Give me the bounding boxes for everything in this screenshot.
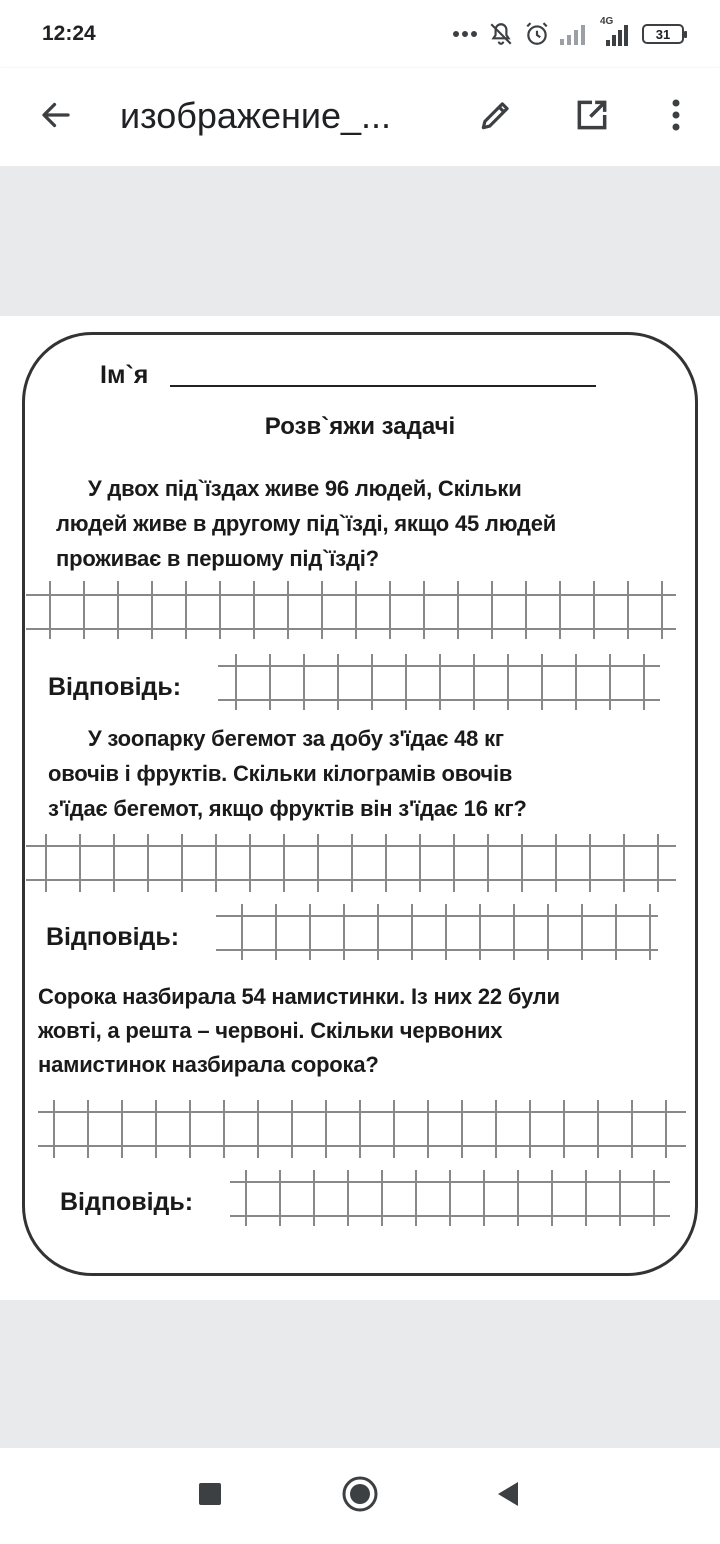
problem-3-line-1: Сорока назбирала 54 намистинки. Із них 22 були [38, 984, 560, 1009]
more-options-button[interactable] [648, 89, 704, 145]
grid-lines [26, 834, 678, 894]
problem-3-answer-label: Відповідь: [60, 1188, 194, 1216]
status-bar [0, 0, 720, 68]
notifications-off-icon [488, 21, 514, 47]
grid-lines [230, 1170, 674, 1228]
grid-lines [38, 1100, 688, 1160]
arrow-back-icon [38, 97, 74, 138]
back-button[interactable] [28, 89, 84, 145]
recents-button[interactable] [186, 1472, 234, 1520]
problem-1-line-1: У двох під`їздах живе 96 людей, Скільки [88, 476, 522, 501]
problem-2-answer-label: Відповідь: [46, 923, 180, 951]
worksheet-image[interactable] [0, 316, 720, 1300]
system-back-button[interactable] [484, 1472, 532, 1520]
name-label: Ім`я [100, 361, 149, 389]
problem-2-line-2: овочів і фруктів. Скільки кілограмів овочів [48, 761, 513, 786]
signal-4g-icon [598, 16, 632, 48]
pencil-icon [477, 96, 515, 139]
problem-1-work-grid [26, 581, 678, 646]
grid-lines [216, 904, 660, 962]
more-dots-icon [452, 30, 478, 38]
alarm-icon [524, 21, 550, 47]
grid-lines [26, 581, 678, 641]
back-triangle-icon [496, 1481, 520, 1512]
image-viewer[interactable] [0, 166, 720, 1448]
system-nav-bar [0, 1448, 720, 1544]
problem-3-work-grid [38, 1100, 688, 1165]
worksheet-heading: Розв`яжи задачі [264, 413, 456, 440]
home-circle-icon [341, 1475, 379, 1518]
battery-level: 31 [655, 26, 671, 42]
problem-1-answer-label: Відповідь: [48, 673, 182, 701]
problem-3-answer-grid [230, 1170, 674, 1233]
status-icons [452, 18, 684, 50]
home-button[interactable] [336, 1472, 384, 1520]
problem-2-work-grid [26, 834, 678, 899]
problem-2-line-1: У зоопарку бегемот за добу з'їдає 48 кг [88, 726, 504, 751]
battery-icon [642, 24, 684, 44]
problem-2-answer-grid [216, 904, 660, 967]
status-time: 12:24 [42, 22, 96, 45]
page-title: изображение_... [120, 95, 392, 136]
more-vert-icon [671, 98, 681, 137]
grid-lines [218, 654, 662, 712]
network-label: 4G [600, 16, 614, 27]
name-line [170, 385, 596, 387]
recents-square-icon [198, 1482, 222, 1511]
problem-1-line-2: людей живе в другому під`їзді, якщо 45 людей [56, 511, 557, 536]
open-in-new-icon [573, 96, 611, 139]
signal-icon [560, 23, 588, 45]
edit-button[interactable] [468, 89, 524, 145]
problem-3-line-3: намистинок назбирала сорока? [38, 1052, 379, 1077]
app-bar [0, 68, 720, 166]
problem-3-line-2: жовті, а решта – червоні. Скільки червоних [38, 1018, 503, 1043]
problem-1-line-3: проживає в першому під`їзді? [56, 546, 379, 571]
problem-2-line-3: з'їдає бегемот, якщо фруктів він з'їдає 16 кг? [48, 796, 527, 821]
open-with-button[interactable] [564, 89, 620, 145]
problem-1-answer-grid [218, 654, 662, 717]
